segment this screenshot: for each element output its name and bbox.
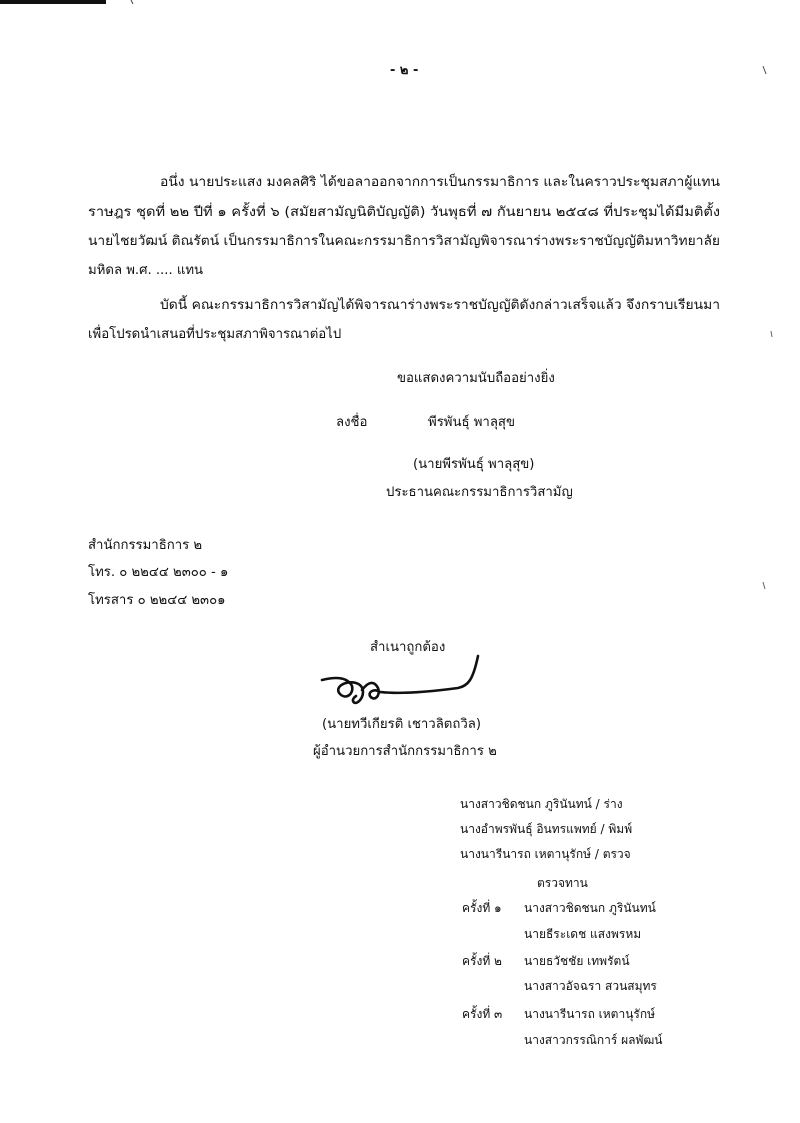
review-round-name: นางสาวชิดชนก ภูรินันทน์ <box>524 901 656 915</box>
review-round-name: นางสาวกรรณิการ์ ผลพัฒน์ <box>524 1033 663 1047</box>
signer-name-parenthesized: (นายพีรพันธุ์ พาลุสุข) <box>413 457 535 472</box>
review-round-name: นายธีระเดช แสงพรหม <box>524 927 642 941</box>
certified-copy-label: สำเนาถูกต้อง <box>370 640 446 655</box>
paragraph-line: มหิดล พ.ศ. .... แทน <box>88 263 204 278</box>
handwritten-signature <box>318 650 488 710</box>
review-round-label: ครั้งที่ ๑ <box>462 901 502 915</box>
sign-label: ลงชื่อ <box>336 415 368 430</box>
review-round-name: นางสาวอัจฉรา สวนสมุทร <box>524 979 657 993</box>
review-round-name: นายธวัชชัย เทพรัตน์ <box>524 954 630 968</box>
review-round-label: ครั้งที่ ๒ <box>462 954 502 968</box>
office-name: สำนักกรรมาธิการ ๒ <box>88 538 203 553</box>
review-heading: ตรวจทาน <box>537 876 588 890</box>
signer-title: ประธานคณะกรรมาธิการวิสามัญ <box>386 485 573 500</box>
closing-text: ขอแสดงความนับถืออย่างยิ่ง <box>397 371 555 386</box>
office-telephone: โทร. ๐ ๒๒๔๔ ๒๓๐๐ - ๑ <box>88 565 229 580</box>
paragraph-line: ราษฎร ชุดที่ ๒๒ ปีที่ ๑ ครั้งที่ ๖ (สมัยสามัญนิติบัญญัติ) วันพุธที่ ๗ กันยายน ๒๕๔๘ ที่ประชุมได้มีมติตั้ง <box>88 205 720 220</box>
scan-edge-mark <box>0 0 106 4</box>
certifier-name: (นายทวีเกียรติ เชาวลิตถวิล) <box>322 717 481 732</box>
review-round-label: ครั้งที่ ๓ <box>462 1007 503 1021</box>
office-fax: โทรสาร ๐ ๒๒๔๔ ๒๓๐๑ <box>88 593 226 608</box>
paragraph-line: เพื่อโปรดนำเสนอที่ประชุมสภาพิจารณาต่อไป <box>88 327 342 342</box>
paragraph-line: นายไชยวัฒน์ ติณรัตน์ เป็นกรรมาธิการในคณะกรรมาธิการวิสามัญพิจารณาร่างพระราชบัญญัติมหาวิทยาลัย <box>88 234 720 249</box>
certifier-title: ผู้อำนวยการสำนักกรรมาธิการ ๒ <box>313 744 497 759</box>
staff-drafter: นางสาวชิดชนก ภูรินันทน์ / ร่าง <box>460 797 623 811</box>
paragraph-line: อนึ่ง นายประแสง มงคลศิริ ได้ขอลาออกจากการเป็นกรรมาธิการ และในคราวประชุมสภาผู้แทน <box>160 175 720 190</box>
paragraph-line: บัดนี้ คณะกรรมาธิการวิสามัญได้พิจารณาร่างพระราชบัญญัติดังกล่าวเสร็จแล้ว จึงกราบเรียนมา <box>160 298 720 313</box>
staff-typist: นางอำพรพันธุ์ อินทรแพทย์ / พิมพ์ <box>460 822 633 836</box>
staff-checker: นางนารีนารถ เหตานุรักษ์ / ตรวจ <box>460 847 631 861</box>
signer-name: พีรพันธุ์ พาลุสุข <box>428 415 515 430</box>
review-round-name: นางนารีนารถ เหตานุรักษ์ <box>524 1007 656 1021</box>
page-number: - ๒ - <box>390 63 419 78</box>
